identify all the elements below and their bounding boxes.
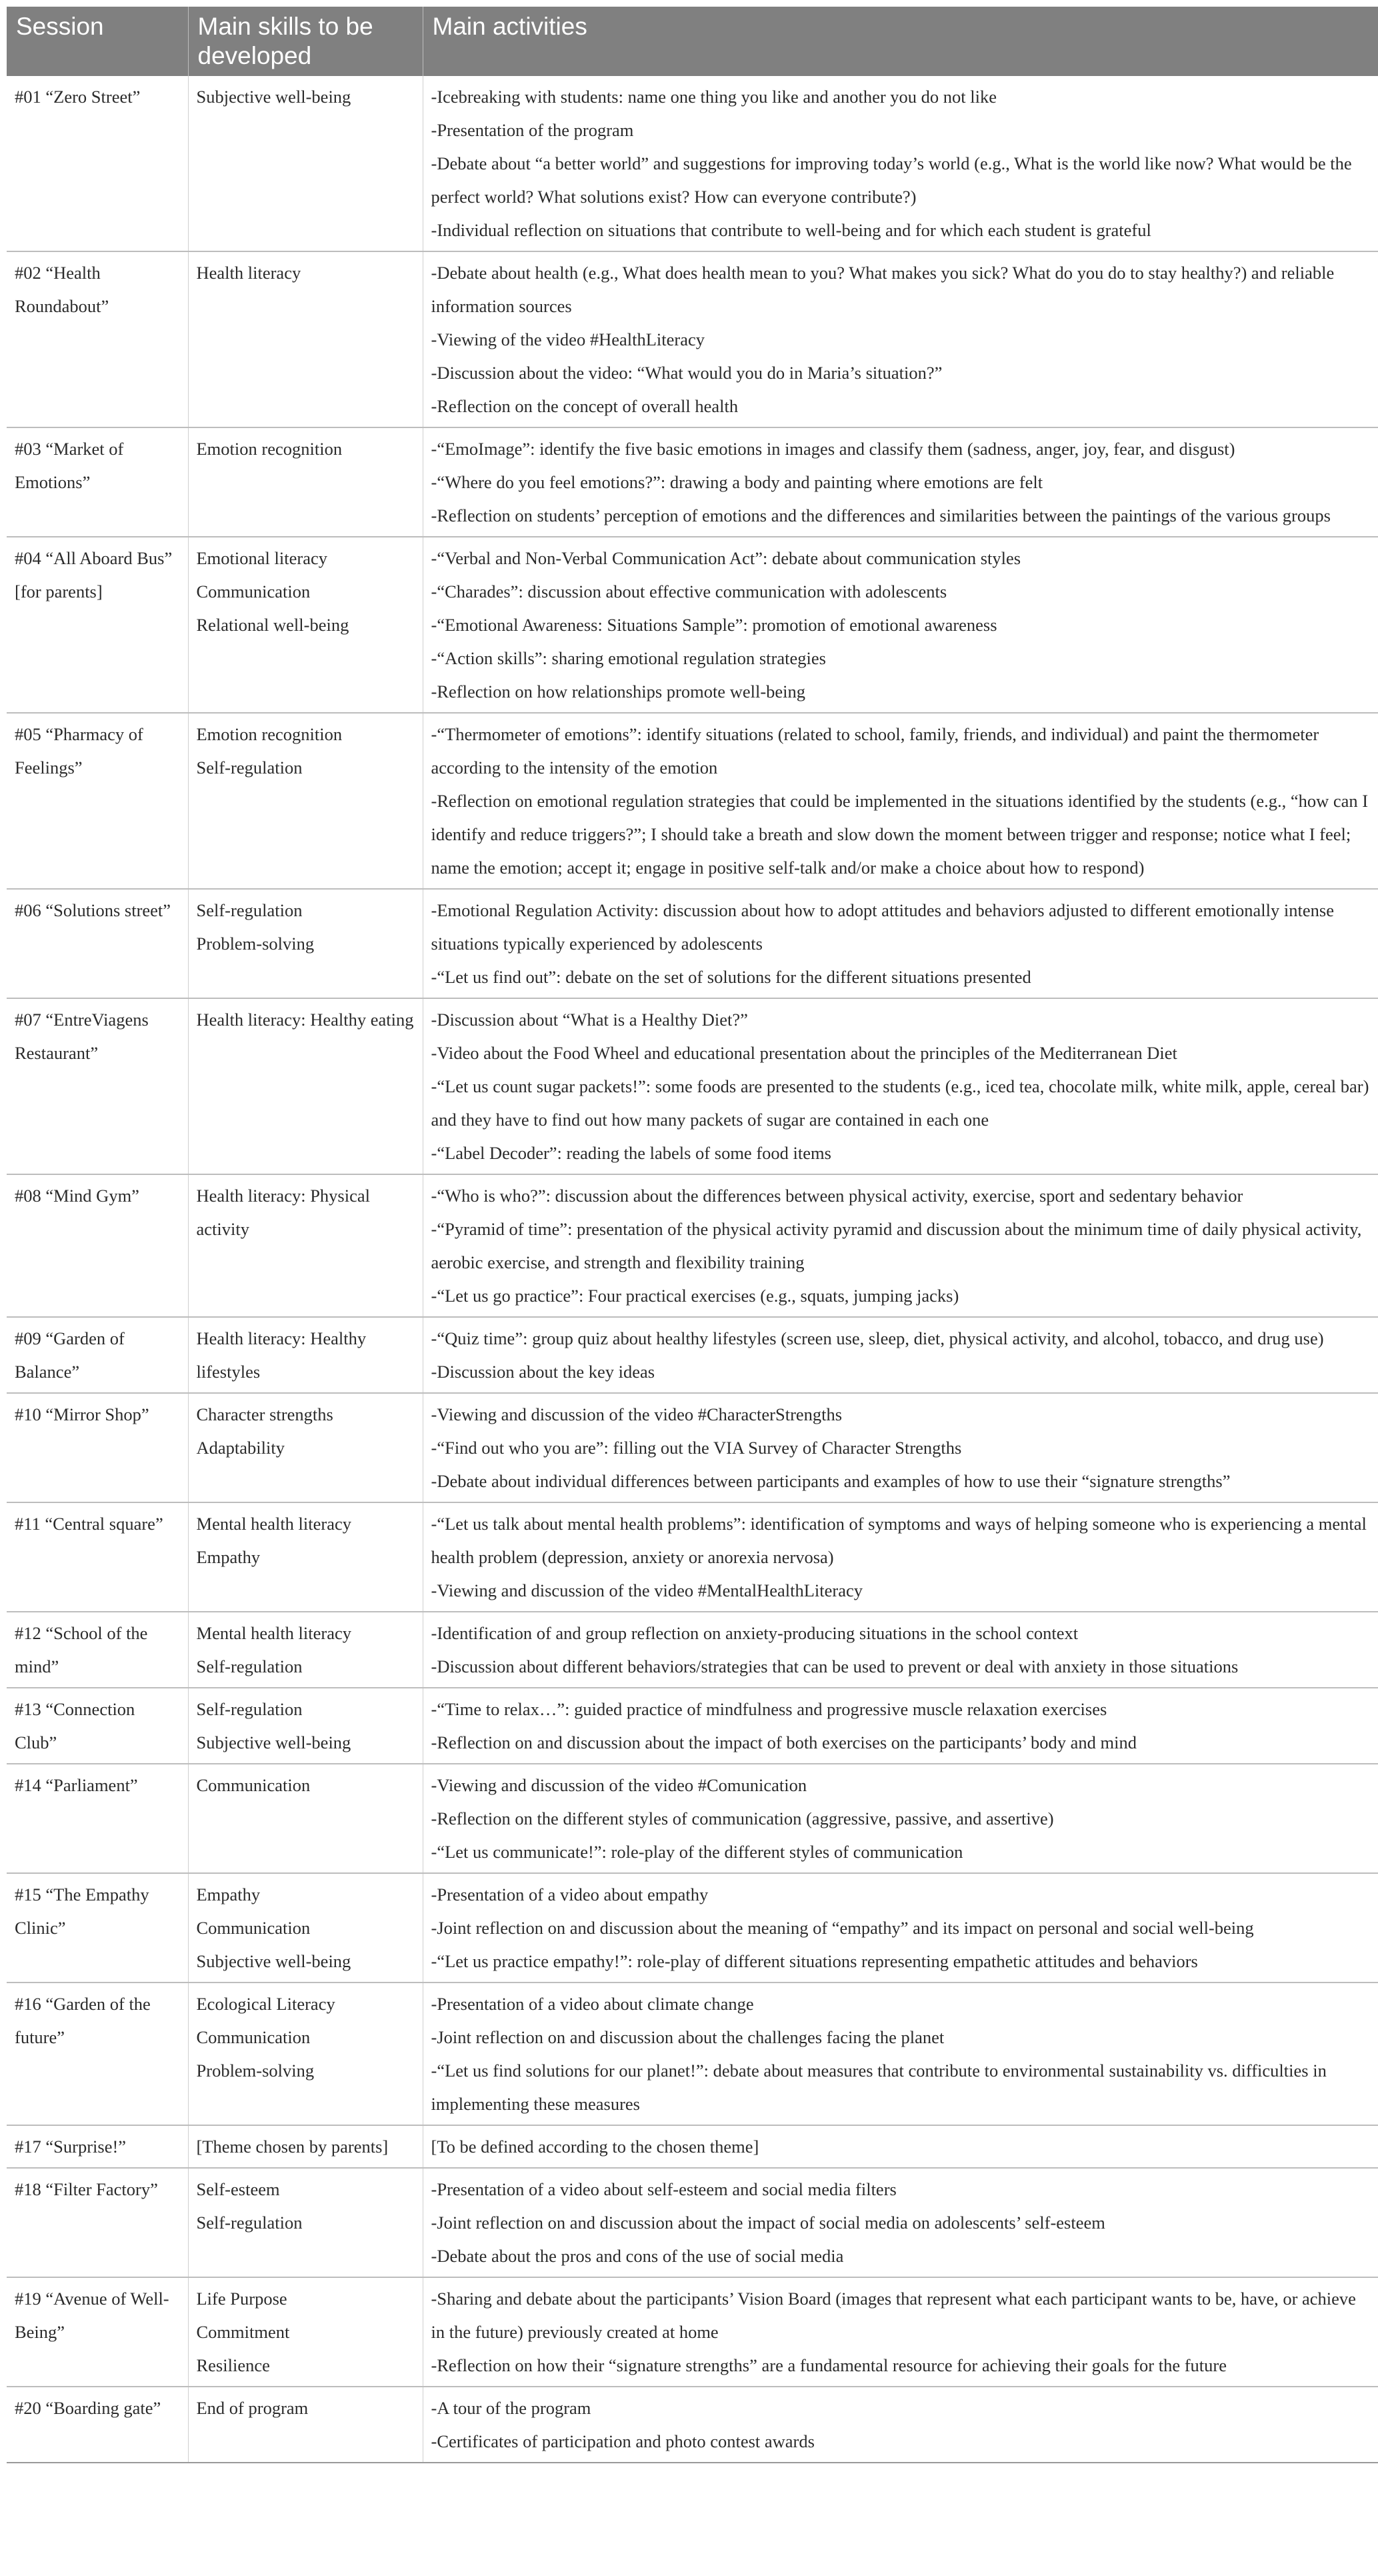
activities-line: -Reflection on how relationships promote well-being [431, 682, 806, 702]
activities-cell [423, 1393, 1378, 1502]
activities-line: [To be defined according to the chosen theme] [431, 2137, 759, 2157]
session-cell [7, 251, 188, 427]
session-cell [7, 2168, 188, 2277]
session-cell [7, 1502, 188, 1612]
skills-cell [188, 1317, 423, 1393]
skills-line: Self-regulation [196, 900, 303, 920]
session-cell [7, 713, 188, 889]
activities-cell [423, 713, 1378, 889]
skills-cell [188, 76, 423, 251]
activities-line: -“Verbal and Non-Verbal Communication Act”: debate about communication styles [431, 548, 1021, 568]
session-line: #07 “EntreViagens Restaurant” [15, 1010, 149, 1063]
session-cell [7, 2125, 188, 2168]
activities-line: -Reflection on students’ perception of emotions and the differences and similarities between the paintings of the various groups [431, 505, 1331, 525]
activities-cell [423, 427, 1378, 537]
activities-cell [423, 2387, 1378, 2463]
table-row [7, 427, 1378, 537]
activities-line: -“Let us find out”: debate on the set of solutions for the different situations presented [431, 967, 1031, 987]
skills-line: [Theme chosen by parents] [196, 2137, 389, 2157]
table-body [7, 76, 1378, 2463]
header-row [7, 7, 1378, 76]
session-cell [7, 1873, 188, 1983]
skills-cell [188, 2125, 423, 2168]
table-row [7, 537, 1378, 713]
session-line: #19 “Avenue of Well-Being” [15, 2289, 169, 2342]
table-row [7, 1612, 1378, 1688]
session-line: #06 “Solutions street” [15, 900, 171, 920]
session-cell [7, 1764, 188, 1873]
activities-cell [423, 2168, 1378, 2277]
activities-line: -Emotional Regulation Activity: discussion about how to adopt attitudes and behaviors adjusted to different emotionally intense situations typically experienced by adolescents [431, 900, 1334, 954]
skills-cell [188, 1764, 423, 1873]
activities-line: -“Action skills”: sharing emotional regulation strategies [431, 648, 826, 668]
activities-line: -“Let us count sugar packets!”: some foods are presented to the students (e.g., iced tea, chocolate milk, white milk, apple, cereal bar) and they have to find out how many packets of sugar are contained in each one [431, 1076, 1369, 1130]
table-row [7, 1393, 1378, 1502]
skills-cell [188, 537, 423, 713]
activities-cell [423, 1612, 1378, 1688]
activities-line: -“Find out who you are”: filling out the VIA Survey of Character Strengths [431, 1438, 962, 1458]
activities-cell [423, 1983, 1378, 2125]
activities-line: -Reflection on how their “signature strengths” are a fundamental resource for achieving their goals for the future [431, 2355, 1227, 2375]
skills-cell [188, 427, 423, 537]
session-line: #05 “Pharmacy of Feelings” [15, 724, 143, 778]
skills-cell [188, 713, 423, 889]
session-line: #04 “All Aboard Bus” [15, 548, 173, 568]
header-activities: Main activities [423, 7, 1378, 76]
table-row [7, 1317, 1378, 1393]
session-line: #08 “Mind Gym” [15, 1186, 139, 1206]
activities-cell [423, 1764, 1378, 1873]
skills-line: Health literacy: Healthy lifestyles [196, 1328, 367, 1382]
activities-line: -Video about the Food Wheel and educational presentation about the principles of the Mediterranean Diet [431, 1043, 1177, 1063]
activities-line: -Discussion about the key ideas [431, 1362, 655, 1382]
activities-cell [423, 1873, 1378, 1983]
activities-cell [423, 2277, 1378, 2387]
skills-cell [188, 2168, 423, 2277]
skills-line: Self-esteem [196, 2179, 280, 2199]
activities-line: -“Label Decoder”: reading the labels of some food items [431, 1143, 831, 1163]
session-line: #14 “Parliament” [15, 1775, 138, 1795]
skills-line: Self-regulation [196, 1699, 303, 1719]
skills-line: Adaptability [196, 1438, 285, 1458]
activities-line: -Viewing and discussion of the video #Comunication [431, 1775, 807, 1795]
skills-line: Health literacy: Healthy eating [196, 1010, 414, 1030]
table-row [7, 2125, 1378, 2168]
session-cell [7, 1983, 188, 2125]
activities-line: -“Time to relax…”: guided practice of mindfulness and progressive muscle relaxation exercises [431, 1699, 1107, 1719]
activities-cell [423, 251, 1378, 427]
session-cell [7, 427, 188, 537]
skills-line: Problem-solving [196, 934, 315, 954]
table-row [7, 1502, 1378, 1612]
activities-line: -Reflection on and discussion about the impact of both exercises on the participants’ body and mind [431, 1732, 1137, 1752]
session-cell [7, 1688, 188, 1764]
activities-line: -“Let us talk about mental health problems”: identification of symptoms and ways of helping someone who is experiencing a mental health problem (depression, anxiety or anorexia nervosa) [431, 1514, 1367, 1567]
session-cell [7, 2277, 188, 2387]
skills-line: Character strengths [196, 1404, 333, 1424]
activities-line: -A tour of the program [431, 2398, 591, 2418]
activities-line: -“Let us go practice”: Four practical exercises (e.g., squats, jumping jacks) [431, 1286, 959, 1306]
skills-cell [188, 998, 423, 1174]
table-row [7, 889, 1378, 998]
activities-cell [423, 1688, 1378, 1764]
activities-line: -Joint reflection on and discussion about the challenges facing the planet [431, 2027, 945, 2047]
session-line: #12 “School of the mind” [15, 1623, 148, 1676]
skills-line: Communication [196, 2027, 311, 2047]
skills-line: Empathy [196, 1547, 261, 1567]
table-row [7, 2387, 1378, 2463]
table-row [7, 1764, 1378, 1873]
activities-line: -Debate about health (e.g., What does health mean to you? What makes you sick? What do you do to stay healthy?) and reliable information sources [431, 263, 1335, 316]
session-line: [for parents] [15, 581, 103, 601]
activities-line: -“EmoImage”: identify the five basic emotions in images and classify them (sadness, anger, joy, fear, and disgust) [431, 439, 1235, 459]
activities-line: -“Quiz time”: group quiz about healthy lifestyles (screen use, sleep, diet, physical activity, and alcohol, tobacco, and drug use) [431, 1328, 1324, 1348]
skills-cell [188, 1688, 423, 1764]
session-line: #20 “Boarding gate” [15, 2398, 161, 2418]
session-line: #15 “The Empathy Clinic” [15, 1884, 149, 1938]
session-cell [7, 889, 188, 998]
activities-line: -Joint reflection on and discussion about the impact of social media on adolescents’ self-esteem [431, 2213, 1105, 2233]
table-row [7, 2277, 1378, 2387]
activities-line: -Discussion about the video: “What would you do in Maria’s situation?” [431, 363, 943, 383]
activities-line: -Viewing and discussion of the video #MentalHealthLiteracy [431, 1580, 863, 1600]
activities-line: -Reflection on the concept of overall health [431, 396, 739, 416]
skills-cell [188, 1393, 423, 1502]
activities-line: -“Where do you feel emotions?”: drawing a body and painting where emotions are felt [431, 472, 1043, 492]
activities-line: -“Charades”: discussion about effective communication with adolescents [431, 581, 947, 601]
activities-line: -“Who is who?”: discussion about the differences between physical activity, exercise, sport and sedentary behavior [431, 1186, 1243, 1206]
skills-line: Communication [196, 581, 311, 601]
skills-line: Commitment [196, 2322, 290, 2342]
skills-line: Subjective well-being [196, 1732, 351, 1752]
session-line: #10 “Mirror Shop” [15, 1404, 149, 1424]
table-row [7, 251, 1378, 427]
table-row [7, 998, 1378, 1174]
activities-line: -“Pyramid of time”: presentation of the physical activity pyramid and discussion about the minimum time of daily physical activity, aerobic exercise, and strength and flexibility training [431, 1219, 1362, 1272]
activities-line: -Joint reflection on and discussion about the meaning of “empathy” and its impact on personal and social well-being [431, 1918, 1254, 1938]
activities-line: -Debate about “a better world” and suggestions for improving today’s world (e.g., What is the world like now? What would be the perfect world? What solutions exist? How can everyone contribute?) [431, 153, 1352, 207]
activities-line: -“Thermometer of emotions”: identify situations (related to school, family, friends, and individual) and paint the thermometer according to the intensity of the emotion [431, 724, 1319, 778]
activities-line: -Presentation of a video about empathy [431, 1884, 709, 1904]
activities-line: -Presentation of the program [431, 120, 634, 140]
skills-line: Empathy [196, 1884, 261, 1904]
activities-line: -Debate about individual differences between participants and examples of how to use their “signature strengths” [431, 1471, 1231, 1491]
session-line: #18 “Filter Factory” [15, 2179, 158, 2199]
session-cell [7, 1612, 188, 1688]
skills-cell [188, 1612, 423, 1688]
activities-line: -Icebreaking with students: name one thing you like and another you do not like [431, 87, 997, 107]
skills-line: Ecological Literacy [196, 1994, 335, 2014]
table-row [7, 1983, 1378, 2125]
skills-line: Health literacy: Physical activity [196, 1186, 370, 1239]
session-cell [7, 1393, 188, 1502]
activities-line: -Viewing of the video #HealthLiteracy [431, 329, 705, 349]
skills-line: Subjective well-being [196, 87, 351, 107]
activities-cell [423, 2125, 1378, 2168]
session-line: #01 “Zero Street” [15, 87, 141, 107]
activities-line: -Viewing and discussion of the video #CharacterStrengths [431, 1404, 843, 1424]
session-cell [7, 76, 188, 251]
session-cell [7, 1317, 188, 1393]
session-cell [7, 2387, 188, 2463]
skills-line: Life Purpose [196, 2289, 287, 2309]
table-row [7, 76, 1378, 251]
skills-cell [188, 1174, 423, 1317]
table-row [7, 2168, 1378, 2277]
activities-line: -Reflection on emotional regulation strategies that could be implemented in the situations identified by the students (e.g., “how can I identify and reduce triggers?”; I should take a breath and slow down the moment between trigger and response; notice what I feel; name the emotion; accept it; engage in positive self-talk and/or make a choice about how to respond) [431, 791, 1369, 878]
skills-line: Self-regulation [196, 1656, 303, 1676]
skills-line: Subjective well-being [196, 1951, 351, 1971]
skills-line: Self-regulation [196, 758, 303, 778]
activities-line: -Reflection on the different styles of communication (aggressive, passive, and assertive) [431, 1808, 1054, 1828]
skills-line: Mental health literacy [196, 1514, 352, 1534]
activities-line: -Sharing and debate about the participants’ Vision Board (images that represent what each participant wants to be, have, or achieve in the future) previously created at home [431, 2289, 1356, 2342]
activities-cell [423, 537, 1378, 713]
skills-line: Emotional literacy [196, 548, 327, 568]
activities-line: -Certificates of participation and photo contest awards [431, 2431, 815, 2451]
skills-cell [188, 251, 423, 427]
activities-line: -Discussion about different behaviors/strategies that can be used to prevent or deal with anxiety in those situations [431, 1656, 1239, 1676]
skills-line: Mental health literacy [196, 1623, 352, 1643]
activities-line: -“Let us find solutions for our planet!”: debate about measures that contribute to environmental sustainability vs. difficulties in implementing these measures [431, 2061, 1327, 2114]
activities-cell [423, 1174, 1378, 1317]
skills-line: Emotion recognition [196, 439, 343, 459]
skills-cell [188, 889, 423, 998]
table-row [7, 713, 1378, 889]
session-line: #16 “Garden of the future” [15, 1994, 151, 2047]
sessions-table [7, 7, 1378, 2463]
activities-line: -Identification of and group reflection on anxiety-producing situations in the school context [431, 1623, 1079, 1643]
session-line: #09 “Garden of Balance” [15, 1328, 125, 1382]
table-header [7, 7, 1378, 76]
activities-cell [423, 998, 1378, 1174]
table-row [7, 1688, 1378, 1764]
skills-line: Communication [196, 1775, 311, 1795]
skills-line: Emotion recognition [196, 724, 343, 744]
activities-line: -Discussion about “What is a Healthy Diet?” [431, 1010, 748, 1030]
session-cell [7, 998, 188, 1174]
activities-line: -Debate about the pros and cons of the use of social media [431, 2246, 844, 2266]
skills-line: Communication [196, 1918, 311, 1938]
activities-cell [423, 1317, 1378, 1393]
session-cell [7, 537, 188, 713]
skills-line: Health literacy [196, 263, 301, 283]
header-session: Session [7, 7, 188, 76]
skills-cell [188, 1873, 423, 1983]
session-line: #03 “Market of Emotions” [15, 439, 124, 492]
skills-line: Self-regulation [196, 2213, 303, 2233]
session-line: #17 “Surprise!” [15, 2137, 127, 2157]
activities-cell [423, 889, 1378, 998]
skills-cell [188, 1983, 423, 2125]
activities-line: -“Let us practice empathy!”: role-play of different situations representing empathetic attitudes and behaviors [431, 1951, 1198, 1971]
header-skills: Main skills to be developed [188, 7, 423, 76]
skills-cell [188, 1502, 423, 1612]
skills-cell [188, 2277, 423, 2387]
skills-line: End of program [196, 2398, 309, 2418]
activities-cell [423, 76, 1378, 251]
activities-line: -Individual reflection on situations that contribute to well-being and for which each student is grateful [431, 220, 1151, 240]
activities-line: -“Emotional Awareness: Situations Sample”: promotion of emotional awareness [431, 615, 997, 635]
table-row [7, 1174, 1378, 1317]
activities-cell [423, 1502, 1378, 1612]
activities-line: -Presentation of a video about climate change [431, 1994, 754, 2014]
session-line: #11 “Central square” [15, 1514, 163, 1534]
session-line: #13 “Connection Club” [15, 1699, 135, 1752]
skills-line: Relational well-being [196, 615, 349, 635]
session-cell [7, 1174, 188, 1317]
activities-line: -“Let us communicate!”: role-play of the different styles of communication [431, 1842, 963, 1862]
session-line: #02 “Health Roundabout” [15, 263, 109, 316]
skills-line: Problem-solving [196, 2061, 315, 2081]
skills-line: Resilience [196, 2355, 270, 2375]
activities-line: -Presentation of a video about self-esteem and social media filters [431, 2179, 897, 2199]
table-row [7, 1873, 1378, 1983]
skills-cell [188, 2387, 423, 2463]
